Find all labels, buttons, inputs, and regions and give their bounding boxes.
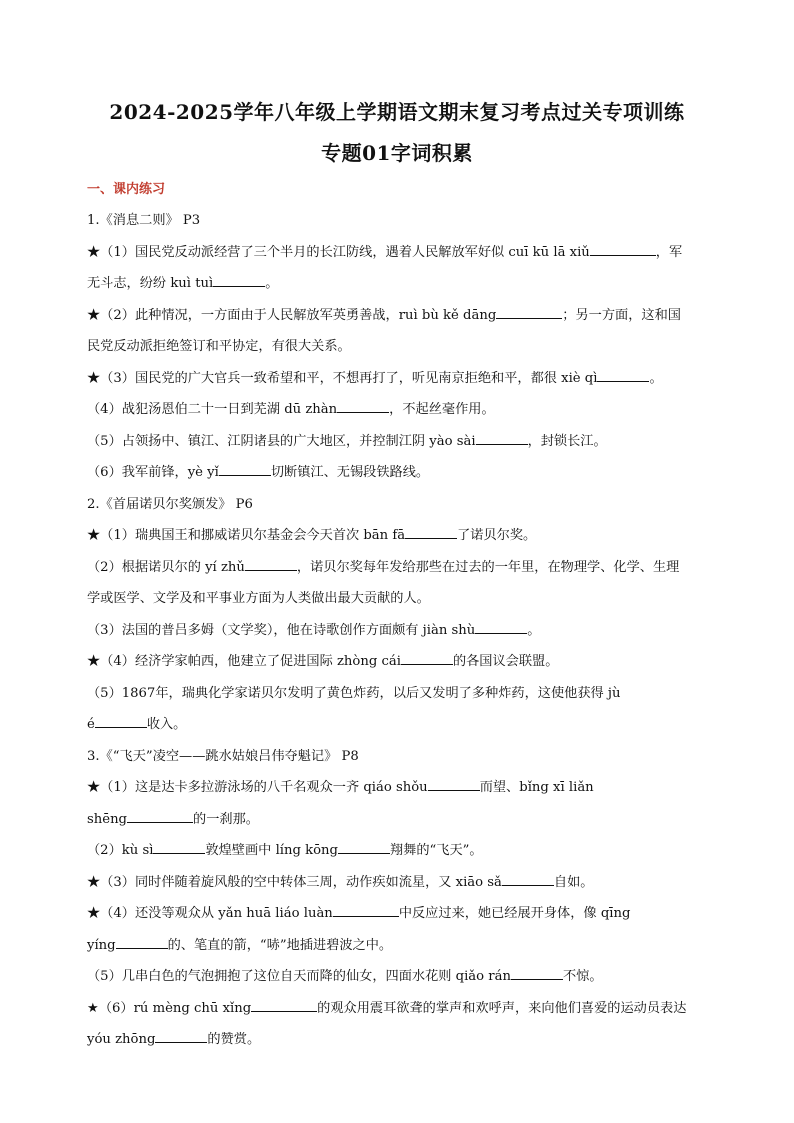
exercise-line: ★（1）国民党反动派经营了三个半月的长江防线，遇着人民解放军好似 cuī kū lā xiǔ ，军 bbox=[87, 245, 683, 260]
answer-blank[interactable] bbox=[245, 558, 297, 571]
exercise-line: ★（1）这是达卡多拉游泳场的八千名观众一齐 qiáo shǒu 而望、bǐng xī liǎn bbox=[87, 780, 594, 795]
exercise-line: 学或医学、文学及和平事业方面为人类做出最大贡献的人。 bbox=[87, 591, 430, 606]
exercise-line: ★（6）rú mèng chū xǐng 的观众用震耳欲聋的掌声和欢呼声，来向他们喜爱的运动员表达 bbox=[87, 1001, 687, 1016]
exercise-heading: 3.《“飞天”凌空——跳水姑娘吕伟夺魁记》 P8 bbox=[87, 749, 359, 764]
answer-blank[interactable] bbox=[597, 369, 649, 382]
exercise-line: ★（4）经济学家帕西，他建立了促进国际 zhòng cái 的各国议会联盟。 bbox=[87, 654, 559, 669]
exercise-line: （4）战犯汤恩伯二十一日到芜湖 dū zhàn ，不起丝毫作用。 bbox=[87, 402, 495, 417]
document-subtitle: 专题01字词积累 bbox=[321, 141, 473, 165]
exercise-line: ★（3）同时伴随着旋风般的空中转体三周，动作疾如流星，又 xiāo sǎ 自如。 bbox=[87, 875, 594, 890]
answer-blank[interactable] bbox=[337, 400, 389, 413]
exercise-heading: 2.《首届诺贝尔奖颁发》 P6 bbox=[87, 497, 253, 512]
answer-blank[interactable] bbox=[213, 274, 265, 287]
answer-blank[interactable] bbox=[155, 1030, 207, 1043]
answer-blank[interactable] bbox=[502, 873, 554, 886]
answer-blank[interactable] bbox=[116, 936, 168, 949]
answer-blank[interactable] bbox=[475, 621, 527, 634]
exercise-line: （6）我军前锋，yè yǐ 切断镇江、无锡段铁路线。 bbox=[87, 465, 430, 480]
answer-blank[interactable] bbox=[590, 243, 656, 256]
section-heading: 一、课内练习 bbox=[87, 182, 166, 197]
exercise-line: （3）法国的普吕多姆（文学奖），他在诗歌创作方面颇有 jiàn shù 。 bbox=[87, 623, 541, 638]
answer-blank[interactable] bbox=[428, 778, 480, 791]
answer-blank[interactable] bbox=[333, 904, 399, 917]
exercise-line: （2）根据诺贝尔的 yí zhǔ ，诺贝尔奖每年发给那些在过去的一年里，在物理学、化学、生理 bbox=[87, 560, 680, 575]
exercise-line: ★（1）瑞典国王和挪威诺贝尔基金会今天首次 bān fā 了诺贝尔奖。 bbox=[87, 528, 537, 543]
exercise-line: （2）kù sì 敦煌壁画中 líng kōng 翔舞的“飞天”。 bbox=[87, 843, 483, 858]
exercise-line: ★（4）还没等观众从 yǎn huā liáo luàn 中反应过来，她已经展开身体，像 qīng bbox=[87, 906, 631, 921]
answer-blank[interactable] bbox=[405, 526, 457, 539]
answer-blank[interactable] bbox=[511, 967, 563, 980]
answer-blank[interactable] bbox=[95, 715, 147, 728]
exercise-line: yóu zhōng 的赞赏。 bbox=[87, 1032, 261, 1047]
exercise-line: 无斗志，纷纷 kuì tuì 。 bbox=[87, 276, 279, 291]
answer-blank[interactable] bbox=[401, 652, 453, 665]
answer-blank[interactable] bbox=[251, 999, 317, 1012]
answer-blank[interactable] bbox=[153, 841, 205, 854]
exercise-line: ★（2）此种情况，一方面由于人民解放军英勇善战，ruì bù kě dāng ；另一方面，这和国 bbox=[87, 308, 681, 323]
exercise-heading: 1.《消息二则》 P3 bbox=[87, 213, 201, 228]
answer-blank[interactable] bbox=[127, 810, 193, 823]
exercise-line: （5）几串白色的气泡拥抱了这位自天而降的仙女，四面水花则 qiǎo rán 不惊。 bbox=[87, 969, 603, 984]
document-title: 2024-2025学年八年级上学期语文期末复习考点过关专项训练 bbox=[109, 100, 685, 124]
exercise-line: （5）占领扬中、镇江、江阴诸县的广大地区，并控制江阴 yào sài ，封锁长江。 bbox=[87, 434, 607, 449]
answer-blank[interactable] bbox=[338, 841, 390, 854]
exercise-line: yíng 的、笔直的箭，“哧”地插进碧波之中。 bbox=[87, 938, 393, 953]
exercise-line: shēng 的一刹那。 bbox=[87, 812, 259, 827]
exercise-line: ★（3）国民党的广大官兵一致希望和平，不想再打了，听见南京拒绝和平，都很 xiè qì 。 bbox=[87, 371, 663, 386]
answer-blank[interactable] bbox=[219, 463, 271, 476]
answer-blank[interactable] bbox=[476, 432, 528, 445]
exercise-line: （5）1867年，瑞典化学家诺贝尔发明了黄色炸药，以后又发明了多种炸药，这使他获得 jù bbox=[87, 686, 621, 701]
answer-blank[interactable] bbox=[496, 306, 562, 319]
exercise-line: 民党反动派拒绝签订和平协定，有很大关系。 bbox=[87, 339, 351, 354]
exercise-line: é 收入。 bbox=[87, 717, 187, 732]
